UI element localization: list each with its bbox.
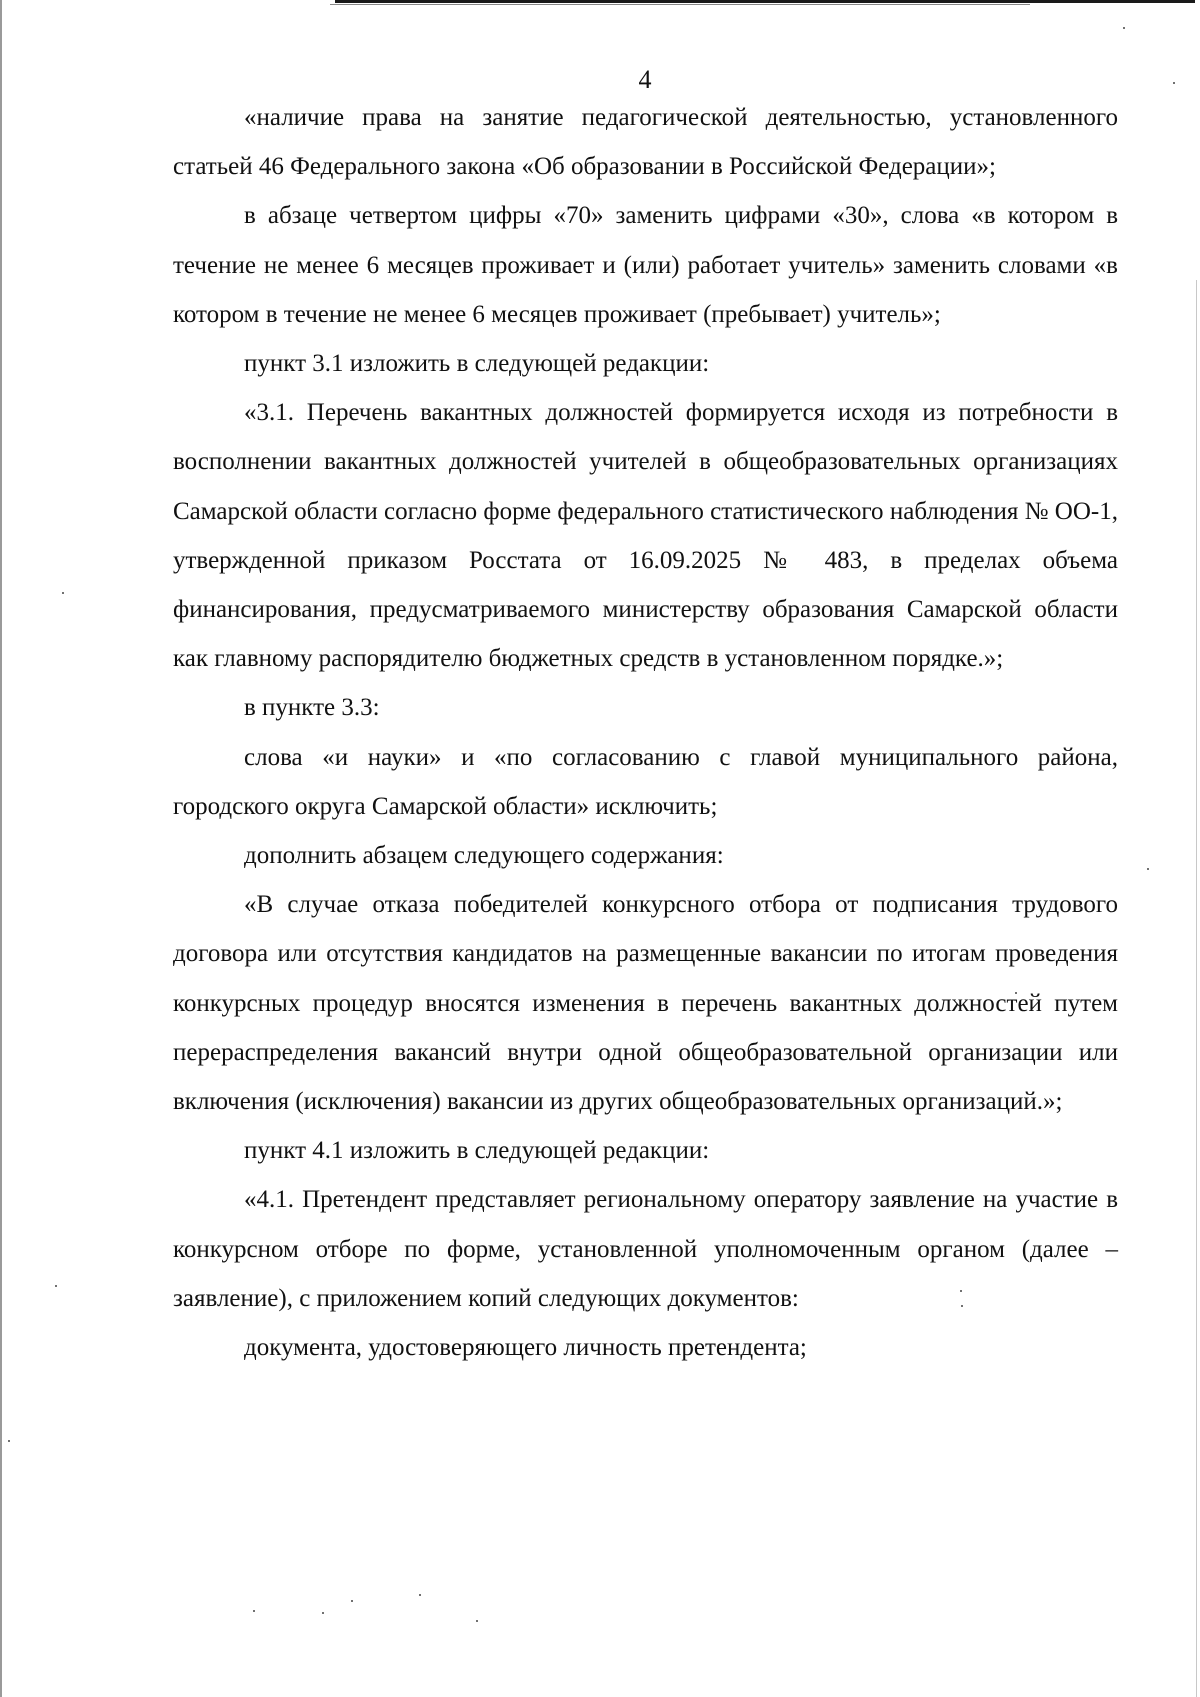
scan-speck bbox=[55, 1285, 57, 1287]
scan-speck bbox=[476, 1620, 478, 1622]
document-body bbox=[173, 93, 1118, 1372]
paragraph: дополнить абзацем следующего содержания: bbox=[244, 842, 724, 870]
paragraph: слова «и науки» и «по согласованию с главой муниципального района, городского округа Самарской области» исключить; bbox=[173, 743, 1118, 820]
scan-speck bbox=[1147, 868, 1149, 870]
scan-speck bbox=[322, 1612, 324, 1614]
paragraph: «3.1. Перечень вакантных должностей формируется исходя из потребности в восполнении вакантных должностей учителей в общеобразовательных организациях Самарской области согласно форме федерального статистического наблюдения № ОО-1, утвержденной приказом Росстата от 16.09.2025 № 483, в пределах объема финансирования, предусматриваемого министерству образования Самарской области как главному распорядителю бюджетных средств в установленном порядке.»; bbox=[173, 399, 1118, 673]
paragraph: документа, удостоверяющего личность претендента; bbox=[244, 1334, 807, 1362]
paragraph: в пункте 3.3: bbox=[244, 694, 380, 722]
scan-speck bbox=[253, 1610, 255, 1612]
page-number: 4 bbox=[638, 65, 652, 94]
scan-speck bbox=[351, 1600, 353, 1602]
paragraph: пункт 3.1 изложить в следующей редакции: bbox=[244, 350, 710, 378]
scan-edge-left bbox=[0, 0, 2, 1697]
scan-edge-right bbox=[1196, 280, 1197, 1697]
scan-edge-top-thin bbox=[330, 4, 1030, 5]
paragraph: «В случае отказа победителей конкурсного отбора от подписания трудового договора или отсутствия кандидатов на размещенные вакансии по итогам проведения конкурсных процедур вносятся изменения в перечень вакантных должностей путем перераспределения вакансий внутри одной общеобразовательной организации или включения (исключения) вакансии из других общеобразовательных организаций.»; bbox=[173, 891, 1118, 1116]
scan-speck bbox=[419, 1594, 421, 1596]
paragraph: «4.1. Претендент представляет региональному оператору заявление на участие в конкурсном отборе по форме, установленной уполномоченным органом (далее – заявление), с приложением копий следующих документов: bbox=[173, 1186, 1118, 1312]
paragraph: в абзаце четвертом цифры «70» заменить цифрами «30», слова «в котором в течение не менее 6 месяцев проживает и (или) работает учитель» заменить словами «в котором в течение не менее 6 месяцев проживает (пребывает) учитель»; bbox=[173, 202, 1118, 328]
scan-speck bbox=[1123, 27, 1125, 29]
paragraph: «наличие права на занятие педагогической деятельностью, установленного статьей 46 Федерального закона «Об образовании в Российской Федерации»; bbox=[173, 104, 1118, 181]
scan-edge-top bbox=[335, 0, 1195, 3]
paragraph: пункт 4.1 изложить в следующей редакции: bbox=[244, 1137, 710, 1165]
scan-speck bbox=[62, 592, 64, 594]
scan-speck bbox=[8, 1440, 10, 1442]
